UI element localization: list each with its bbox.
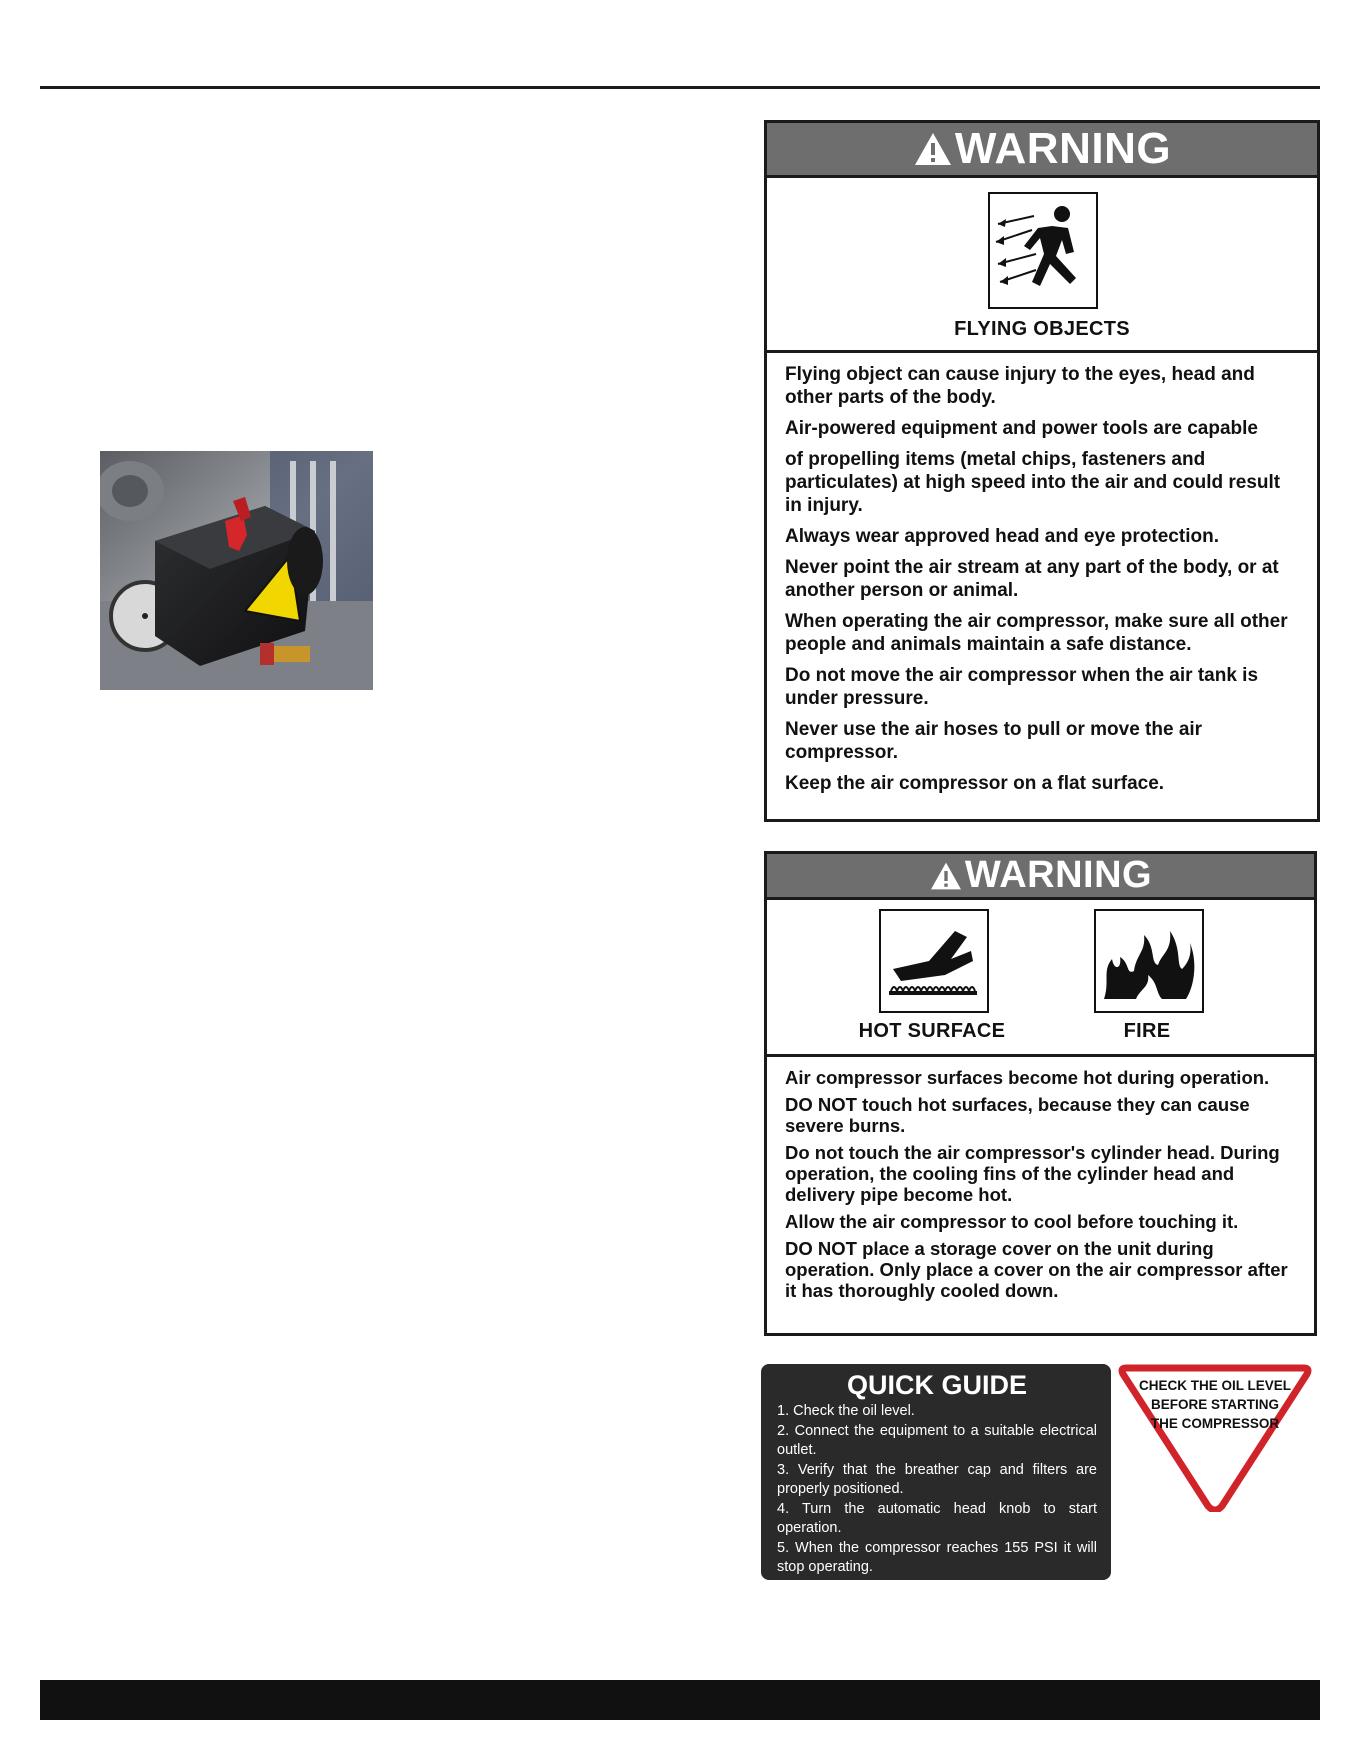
flying-objects-icon: [988, 192, 1098, 309]
pictogram-caption: FLYING OBJECTS: [954, 318, 1130, 340]
pictogram-caption-fire: FIRE: [1123, 1020, 1171, 1042]
quick-guide-step: 3. Verify that the breather cap and filters are properly positioned.: [777, 1461, 1097, 1497]
warning-header-text: WARNING: [954, 124, 1172, 173]
fire-icon: [1094, 909, 1204, 1013]
warning-triangle-icon: [929, 861, 963, 891]
quick-guide-title: QUICK GUIDE: [846, 1370, 1027, 1400]
warning-paragraph: Keep the air compressor on a flat surface.: [785, 773, 1165, 794]
warning-body: [767, 353, 1317, 795]
warning-label-flying-objects: [764, 120, 1320, 822]
warning-header: [767, 123, 1317, 178]
warning-paragraph: Never point the air stream at any part of the body, or at another person or animal.: [785, 557, 1279, 601]
warning-label-hot-surface-fire: [764, 851, 1317, 1336]
warning-paragraph: DO NOT touch hot surfaces, because they can cause severe burns.: [785, 1094, 1250, 1136]
oil-level-line: CHECK THE OIL LEVEL: [1138, 1378, 1291, 1393]
warning-paragraph: Air compressor surfaces become hot during operation.: [785, 1067, 1270, 1088]
warning-paragraph: Allow the air compressor to cool before touching it.: [785, 1211, 1239, 1232]
oil-level-text: [1118, 1376, 1312, 1433]
quick-guide-step: 4. Turn the automatic head knob to start operation.: [777, 1500, 1097, 1536]
quick-guide-step: 5. When the compressor reaches 155 PSI it will stop operating.: [777, 1539, 1097, 1575]
quick-guide-step: 1. Check the oil level.: [777, 1403, 915, 1419]
top-rule: [40, 86, 1320, 89]
warning-header: [767, 854, 1314, 900]
warning-paragraph: Do not touch the air compressor's cylinder head. During operation, the cooling fins of the cylinder head and delivery pipe become hot.: [785, 1142, 1280, 1205]
pictogram-area: [767, 178, 1317, 353]
pictogram-area: [767, 900, 1314, 1057]
warning-paragraph: Air-powered equipment and power tools are capable: [785, 418, 1258, 439]
quick-guide-label: [761, 1364, 1111, 1580]
warning-paragraph: Flying object can cause injury to the eyes, head and other parts of the body.: [785, 364, 1255, 408]
warning-paragraph: DO NOT place a storage cover on the unit during operation. Only place a cover on the air compressor after it has thoroughly cooled down.: [785, 1238, 1288, 1301]
warning-triangle-icon: [913, 131, 953, 167]
quick-guide-steps: [777, 1402, 1097, 1578]
footer-bar: [40, 1680, 1320, 1720]
oil-level-line: BEFORE STARTING: [1151, 1397, 1279, 1412]
hot-surface-icon: [879, 909, 989, 1013]
oil-level-line: THE COMPRESSOR: [1150, 1416, 1280, 1431]
warning-paragraph: Do not move the air compressor when the air tank is under pressure.: [785, 665, 1259, 709]
warning-header-text: WARNING: [964, 854, 1153, 896]
oil-level-notice: [1118, 1364, 1312, 1512]
warning-body: [767, 1057, 1314, 1301]
warning-paragraph: of propelling items (metal chips, fasteners and particulates) at high speed into the air and could result in injury.: [785, 449, 1281, 516]
warning-paragraph: Always wear approved head and eye protection.: [785, 526, 1219, 547]
pressure-switch-photo: [100, 451, 373, 690]
quick-guide-step: 2. Connect the equipment to a suitable electrical outlet.: [777, 1422, 1097, 1458]
warning-paragraph: When operating the air compressor, make sure all other people and animals maintain a safe distance.: [785, 611, 1288, 655]
warning-paragraph: Never use the air hoses to pull or move the air compressor.: [785, 719, 1203, 763]
pictogram-caption-hot-surface: HOT SURFACE: [858, 1020, 1006, 1042]
